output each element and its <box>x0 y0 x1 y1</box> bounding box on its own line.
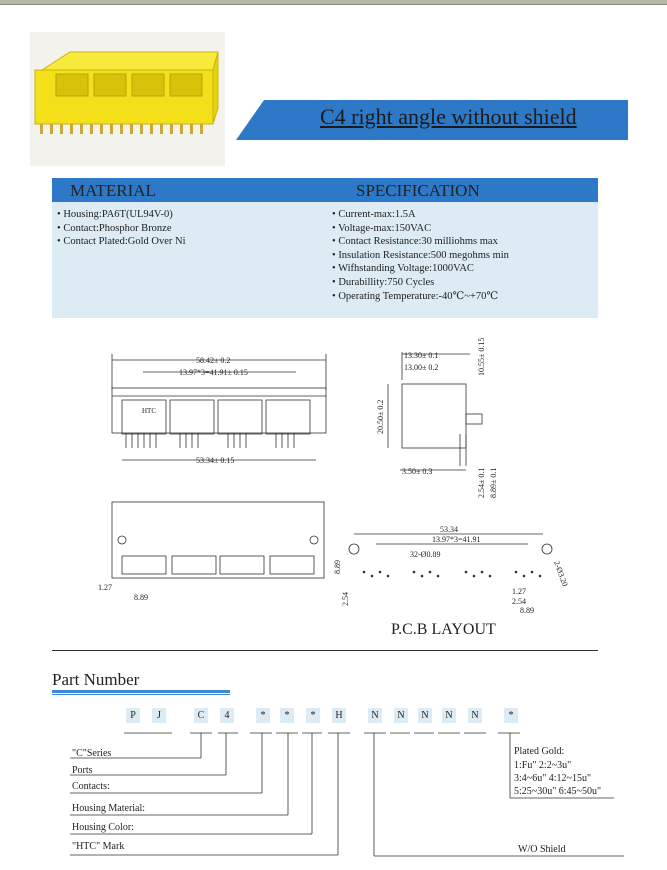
pn-code: * <box>280 708 294 723</box>
plated-gold-option: 5:25~30u" 6:45~50u" <box>514 786 602 797</box>
pcb-layout <box>333 525 570 615</box>
dim-bottom-2: 8.89 <box>134 593 148 602</box>
pn-code: * <box>306 708 320 723</box>
dim-pcb-1: 8.89 <box>333 560 342 574</box>
bottom-view <box>98 502 324 602</box>
list-item: • Durabillity:750 Cycles <box>332 276 509 290</box>
pn-code: 4 <box>220 708 234 723</box>
list-item: • Operating Temperature:-40℃~+70℃ <box>332 290 509 304</box>
pn-code: * <box>256 708 270 723</box>
list-item: • Insulation Resistance:500 megohms min <box>332 249 509 263</box>
dim-side-2: 13.00± 0.2 <box>404 363 439 372</box>
technical-drawings <box>0 330 667 650</box>
part-number-title: Part Number <box>52 670 140 689</box>
list-item: • Contact:Phosphor Bronze <box>57 222 186 236</box>
list-item: • Wifhstanding Voltage:1000VAC <box>332 262 509 276</box>
dim-pitch: 13.97*3=41.91± 0.15 <box>179 368 248 377</box>
dim-pcb-3: 1.27 <box>512 587 526 596</box>
specification-heading: SPECIFICATION <box>356 181 480 200</box>
dim-pcb-overall: 53.34 <box>440 525 458 534</box>
pn-code: N <box>368 708 382 723</box>
legend-ports: Ports <box>72 765 93 776</box>
list-item: • Housing:PA6T(UL94V-0) <box>57 208 186 222</box>
legend-housing-material: Housing Material: <box>72 803 146 814</box>
dim-side-7: 8.89± 0.1 <box>489 467 498 498</box>
dim-pcb-5: 8.89 <box>520 606 534 615</box>
pn-code: N <box>394 708 408 723</box>
dim-pcb-4: 2.54 <box>512 597 526 606</box>
top-border <box>0 0 667 5</box>
dim-side-6: 2.54± 0.1 <box>477 467 486 498</box>
dim-side-1: 13.30± 0.1 <box>404 351 439 360</box>
list-item: • Voltage-max:150VAC <box>332 222 509 236</box>
front-view <box>112 354 326 465</box>
htc-mark: HTC <box>142 407 156 415</box>
list-item: • Current-max:1.5A <box>332 208 509 222</box>
spec-list <box>332 208 509 303</box>
legend-htc-mark: "HTC" Mark <box>72 841 125 852</box>
page-title: C4 right angle without shield <box>320 104 577 129</box>
shield-option: W/O Shield <box>518 844 566 855</box>
dim-pcb-mount: 2-Ø3.20 <box>552 559 570 588</box>
pcb-layout-label: P.C.B LAYOUT <box>391 621 496 638</box>
material-heading: MATERIAL <box>70 181 156 200</box>
dim-side-3: 10.55± 0.15 <box>477 337 486 376</box>
dim-side-4: 20.50± 0.2 <box>376 399 385 434</box>
dim-pcb-2: 2.54 <box>341 592 350 606</box>
pn-code: C <box>194 708 208 723</box>
dim-overall: 58.42± 0.2 <box>196 356 231 365</box>
pn-code: N <box>442 708 456 723</box>
connector-image <box>30 32 225 166</box>
section-divider <box>52 650 598 651</box>
side-view <box>376 338 498 498</box>
dim-base: 53.34± 0.15 <box>196 456 235 465</box>
title-underline <box>52 690 230 693</box>
dim-pcb-holes: 32-Ø0.89 <box>410 550 441 559</box>
pn-code: * <box>504 708 518 723</box>
dim-pcb-pitch: 13.97*3=41.91 <box>432 535 481 544</box>
pn-code: J <box>152 708 166 723</box>
dim-side-5: 3.50± 0.3 <box>402 467 433 476</box>
spec-header <box>52 178 598 202</box>
pn-code: N <box>418 708 432 723</box>
pn-code: P <box>126 708 140 723</box>
list-item: • Contact Resistance:30 milliohms max <box>332 235 509 249</box>
plated-gold-option: 1:Fu" 2:2~3u" <box>514 760 572 771</box>
pn-code: H <box>332 708 346 723</box>
legend-contacts: Contacts: <box>72 781 110 792</box>
plated-gold-title: Plated Gold: <box>514 746 565 757</box>
product-photo <box>30 32 225 166</box>
list-item: • Contact Plated:Gold Over Ni <box>57 235 186 249</box>
material-list <box>57 208 186 249</box>
dim-bottom-1: 1.27 <box>98 583 112 592</box>
legend-series: "C"Series <box>72 748 112 759</box>
plated-gold-option: 3:4~6u" 4:12~15u" <box>514 773 592 784</box>
legend-housing-color: Housing Color: <box>72 822 134 833</box>
title-underline-thin <box>52 694 230 695</box>
pn-code: N <box>468 708 482 723</box>
